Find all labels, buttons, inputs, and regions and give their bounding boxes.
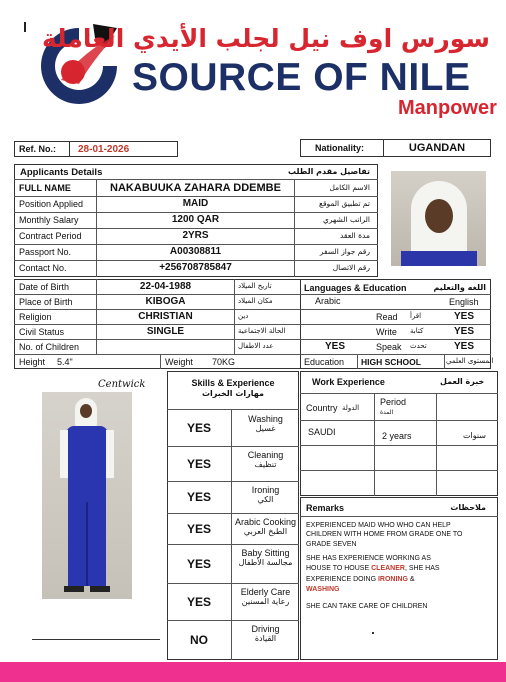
languages-header-ar: اللغه والتعليم: [433, 283, 486, 292]
weight-label: Weight: [165, 357, 193, 367]
lang-skill-ar: كتابة: [410, 327, 424, 335]
skill-name: Arabic Cooking: [234, 517, 297, 527]
remarks-text: [306, 521, 486, 612]
weight-value: 70KG: [212, 357, 236, 367]
skill-name: Washing: [248, 414, 283, 424]
lang-skill-ar: اقرأ: [410, 312, 422, 320]
skill-value: YES: [186, 521, 211, 536]
country-ar: الدولة: [342, 404, 360, 412]
skill-name: Cleaning: [247, 450, 284, 460]
skill-name: Ironing: [251, 485, 280, 495]
full-body-photo: [42, 392, 132, 599]
skill-value: NO: [190, 633, 208, 647]
work-period: 2 years: [382, 431, 412, 441]
personal-label-ar: عدد الاطفال: [238, 342, 274, 350]
personal-label-ar: مكان الميلاد: [238, 297, 273, 305]
work-header-ar: خبرة العمل: [440, 377, 485, 386]
remarks-p2b: HOUSE TO HOUSE: [306, 564, 370, 572]
company-name: SOURCE OF NILE: [132, 56, 471, 99]
skill-name-ar: القيادة: [254, 634, 277, 644]
applicant-header-ar: تفاصيل مقدم الطلب: [288, 167, 370, 176]
skill-name-ar: رعاية المسنين: [241, 597, 290, 607]
applicant-value: +256708785847: [159, 262, 232, 273]
personal-label-ar: تاريخ الميلاد: [238, 282, 272, 290]
applicant-label: Passport No.: [19, 247, 72, 257]
country-label: Country: [306, 403, 338, 413]
remarks-p2d: , SHE HAS: [404, 564, 440, 572]
languages-header: Languages & Education: [304, 283, 407, 293]
remarks-header: Remarks: [306, 503, 345, 513]
skill-name-ar: تنظيف: [254, 460, 277, 470]
lang-arabic-value: YES: [324, 341, 345, 352]
personal-label-ar: دين: [238, 312, 249, 320]
work-header: Work Experience: [312, 377, 385, 387]
education-ar: المستوى العلمي: [446, 357, 494, 365]
skill-name: Driving: [251, 624, 280, 634]
lang-skill-label: Write: [376, 327, 397, 337]
profile-photo: [391, 171, 486, 266]
remarks-header-ar: ملاحظات: [450, 503, 486, 512]
applicant-label: Position Applied: [19, 199, 84, 209]
personal-label: Place of Birth: [19, 297, 73, 307]
personal-label: Civil Status: [19, 327, 65, 337]
skill-value: YES: [186, 490, 211, 504]
skill-value: YES: [186, 594, 211, 609]
skills-header-ar: مهارات الخبرات: [202, 389, 264, 398]
height-value: 5.4": [57, 357, 73, 367]
lang-english-value: YES: [453, 311, 474, 322]
skill-name-ar: الكي: [257, 495, 274, 505]
applicant-header: Applicants Details: [20, 167, 103, 178]
applicant-value: 2YRS: [182, 230, 209, 241]
remarks-washing: WASHING: [306, 585, 340, 593]
education-label: Education: [304, 357, 345, 367]
skill-name: Elderly Care: [240, 587, 291, 597]
lang-skill-label: Speak: [376, 342, 402, 352]
applicant-label: Contact No.: [19, 263, 67, 273]
skill-value: YES: [186, 556, 211, 571]
personal-label: No. of Children: [19, 342, 80, 352]
skill-value: YES: [186, 421, 211, 435]
company-arabic-name: سورس اوف نيل لجلب الأيدي العاملة: [41, 24, 490, 53]
lang-english-value: YES: [453, 326, 474, 337]
skill-name: Baby Sitting: [241, 548, 290, 558]
applicant-label: Contract Period: [19, 231, 82, 241]
personal-label: Date of Birth: [19, 282, 70, 292]
work-country: SAUDI: [308, 427, 336, 437]
applicant-label-ar: الراتب الشهري: [323, 215, 370, 224]
remarks-cleaner: CLEANER: [371, 564, 405, 572]
personal-value: KIBOGA: [145, 296, 186, 307]
remarks-p3a: EXPERIENCE DOING: [306, 576, 377, 584]
applicant-value: NAKABUUKA ZAHARA DDEMBE: [110, 182, 281, 194]
education-value: HIGH SCHOOL: [361, 357, 421, 367]
remarks-ironing: IRONING: [377, 576, 408, 584]
applicant-label-ar: رقم جواز السفر: [319, 247, 370, 256]
skill-value: YES: [186, 456, 211, 471]
nationality-value-cell: [383, 139, 491, 157]
applicant-label: FULL NAME: [19, 183, 71, 193]
applicant-label-ar: الاسم الكامل: [329, 183, 370, 192]
signature-line: [32, 639, 160, 640]
applicant-label-ar: مدة العقد: [340, 231, 370, 240]
nationality-label-cell: Nationality:: [300, 139, 384, 157]
applicant-label: Monthly Salary: [19, 215, 79, 225]
personal-value: SINGLE: [146, 326, 185, 337]
ref-label-cell: Ref. No.:: [14, 141, 70, 157]
photo-caption: Centwick: [98, 379, 146, 390]
face: [425, 199, 453, 233]
skill-name-ar: الطبخ العربي: [243, 527, 288, 537]
height-label: Height: [19, 357, 46, 367]
header: [0, 0, 506, 122]
cursor-mark: [24, 22, 26, 32]
nationality-value: UGANDAN: [408, 142, 466, 154]
lang-skill-ar: تحدث: [410, 342, 427, 350]
work-years-ar: سنوات: [462, 431, 486, 440]
skill-name-ar: مجالسة الأطفال: [238, 558, 293, 568]
applicant-value: MAID: [182, 198, 209, 209]
lang-skill-label: Read: [376, 312, 398, 322]
english-col: English: [449, 297, 479, 307]
ref-value: 28-01-2026: [78, 144, 130, 155]
remarks-p2a: SHE HAS EXPERIENCE WORKING AS: [306, 555, 431, 563]
period-ar: المدة: [380, 409, 394, 416]
ref-value-cell: [69, 141, 178, 157]
remarks-p4: SHE CAN TAKE CARE OF CHILDREN: [306, 603, 428, 611]
arabic-col: Arabic: [315, 296, 341, 306]
skills-header: Skills & Experience: [191, 378, 275, 388]
footer-bar: [0, 662, 506, 682]
applicant-value: A00308811: [169, 246, 222, 257]
skill-name-ar: غسيل: [255, 424, 276, 434]
personal-value: 22-04-1988: [139, 281, 192, 292]
personal-label: Religion: [19, 312, 52, 322]
applicant-label-ar: تم تطبيق الموقع: [318, 199, 370, 208]
period-label: Period: [380, 397, 407, 407]
lang-english-value: YES: [453, 341, 474, 352]
personal-label-ar: الحالة الاجتماعية: [238, 327, 286, 335]
company-sub: Manpower: [398, 97, 497, 119]
applicant-label-ar: رقم الاتصال: [332, 263, 370, 272]
remarks-p3c: &: [409, 576, 415, 584]
personal-value: CHRISTIAN: [138, 311, 193, 322]
remarks-p1: EXPERIENCED MAID WHO WHO CAN HELP CHILDREN WITH HOME FROM GRADE ONE TO GRADE SEVEN: [306, 522, 463, 548]
applicant-value: 1200 QAR: [171, 214, 220, 225]
